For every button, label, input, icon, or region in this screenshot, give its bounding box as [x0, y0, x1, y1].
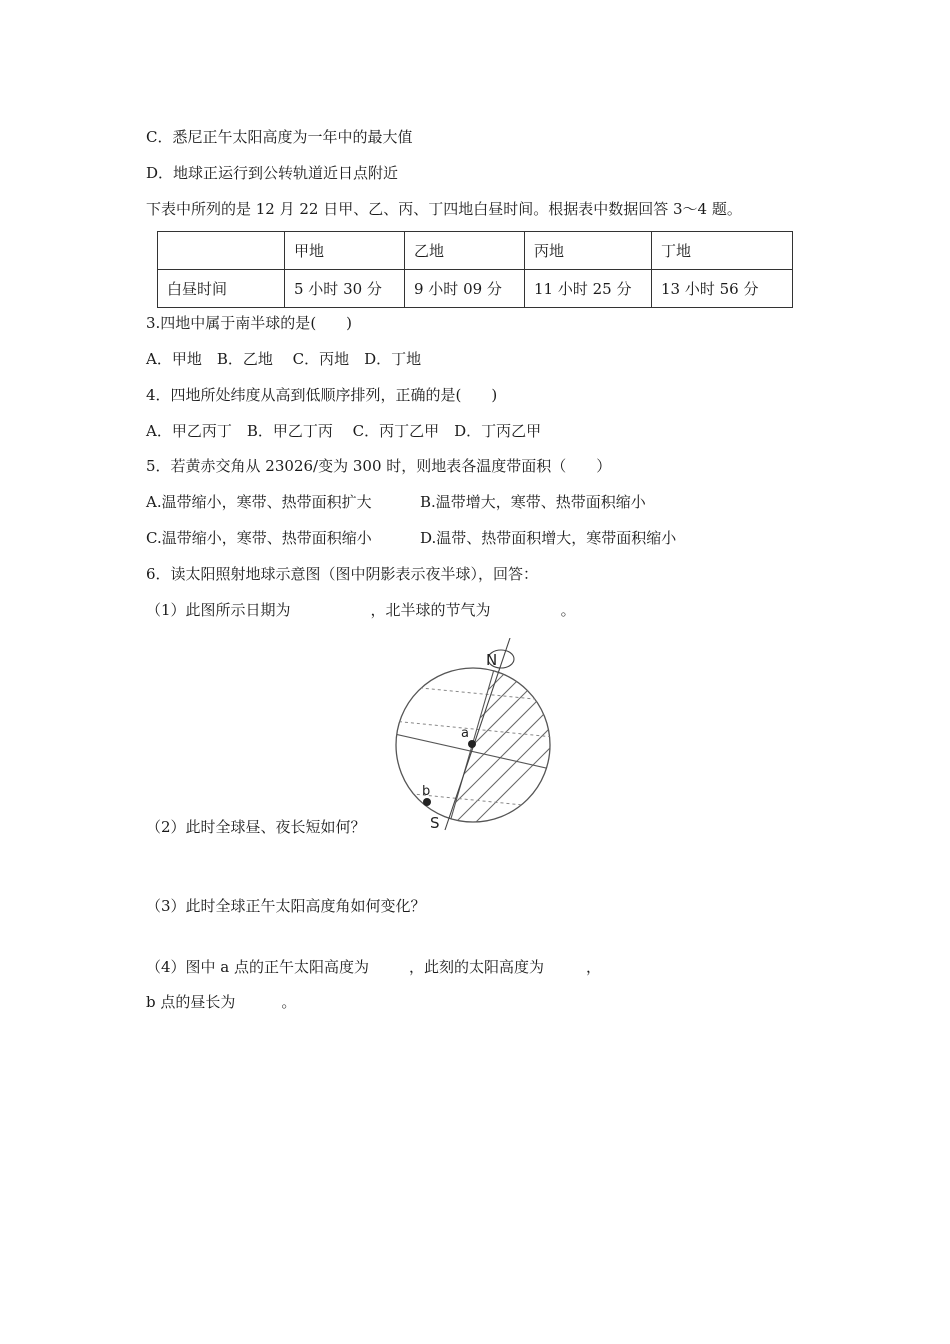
q6-sub4-text-b: ，此刻的太阳高度为	[409, 958, 545, 976]
point-a-marker	[468, 740, 476, 748]
label-a: a	[461, 726, 469, 741]
q6-sub1-text-a: （1）此图所示日期为	[146, 601, 291, 619]
table-header-cell	[158, 232, 285, 270]
table-header-cell: 丙地	[525, 232, 652, 270]
q3-options: A．甲地 B．乙地 C．丙地 D．丁地	[146, 350, 422, 368]
q6-sub1	[146, 600, 576, 620]
table-cell: 5 小时 30 分	[285, 270, 405, 308]
option-d-prev: D．地球正运行到公转轨道近日点附近	[146, 164, 399, 182]
q6-sub4-text-d: b 点的昼长为	[146, 993, 236, 1011]
label-b: b	[422, 784, 431, 799]
point-b-marker	[423, 798, 431, 806]
q5-stem: 5．若黄赤交角从 23026/变为 300 时，则地表各温度带面积（ ）	[146, 457, 612, 475]
table-header-cell: 丁地	[652, 232, 793, 270]
q3-stem: 3.四地中属于南半球的是( )	[146, 314, 353, 332]
table-cell: 13 小时 56 分	[652, 270, 793, 308]
q4-options: A．甲乙丙丁 B．甲乙丁丙 C．丙丁乙甲 D．丁丙乙甲	[146, 422, 542, 440]
night-hemisphere-shading	[380, 658, 560, 838]
q6-sub1-text-b: ，北半球的节气为	[370, 601, 491, 619]
table-header-cell: 乙地	[405, 232, 525, 270]
q4-stem: 4．四地所处纬度从高到低顺序排列，正确的是( )	[146, 386, 498, 404]
table-row-label: 白昼时间	[158, 270, 285, 308]
table-cell: 9 小时 09 分	[405, 270, 525, 308]
q5-option-d: D.温带、热带面积增大，寒带面积缩小	[420, 529, 677, 547]
q6-sub2: （2）此时全球昼、夜长短如何？	[146, 818, 366, 836]
q6-stem: 6．读太阳照射地球示意图（图中阴影表示夜半球），回答：	[146, 565, 539, 583]
label-s: S	[430, 814, 440, 832]
table-row	[158, 270, 793, 308]
q5-option-b: B.温带增大，寒带、热带面积缩小	[420, 493, 646, 511]
equator-line	[390, 733, 555, 770]
option-c-prev: C．悉尼正午太阳高度为一年中的最大值	[146, 128, 413, 146]
q6-sub3: （3）此时全球正午太阳高度角如何变化？	[146, 897, 426, 915]
q6-sub4-line2	[146, 992, 296, 1012]
table-header-row	[158, 232, 793, 270]
table-intro: 下表中所列的是 12 月 22 日甲、乙、丙、丁四地白昼时间。根据表中数据回答 3～4 题。	[146, 200, 742, 218]
q6-sub1-text-c: 。	[560, 601, 576, 619]
q6-sub4-text-c: ，	[586, 958, 602, 976]
table-cell: 11 小时 25 分	[525, 270, 652, 308]
q5-option-c: C.温带缩小，寒带、热带面积缩小	[146, 529, 372, 547]
sunlight-earth-diagram	[380, 638, 560, 838]
table-header-cell: 甲地	[285, 232, 405, 270]
q6-sub4	[146, 957, 601, 977]
q5-option-a: A.温带缩小，寒带、热带面积扩大	[146, 493, 372, 511]
q6-sub4-text-a: （4）图中 a 点的正午太阳高度为	[146, 958, 370, 976]
daylight-table	[157, 231, 793, 308]
label-n: N	[486, 651, 498, 669]
q6-sub4-text-e: 。	[281, 993, 297, 1011]
